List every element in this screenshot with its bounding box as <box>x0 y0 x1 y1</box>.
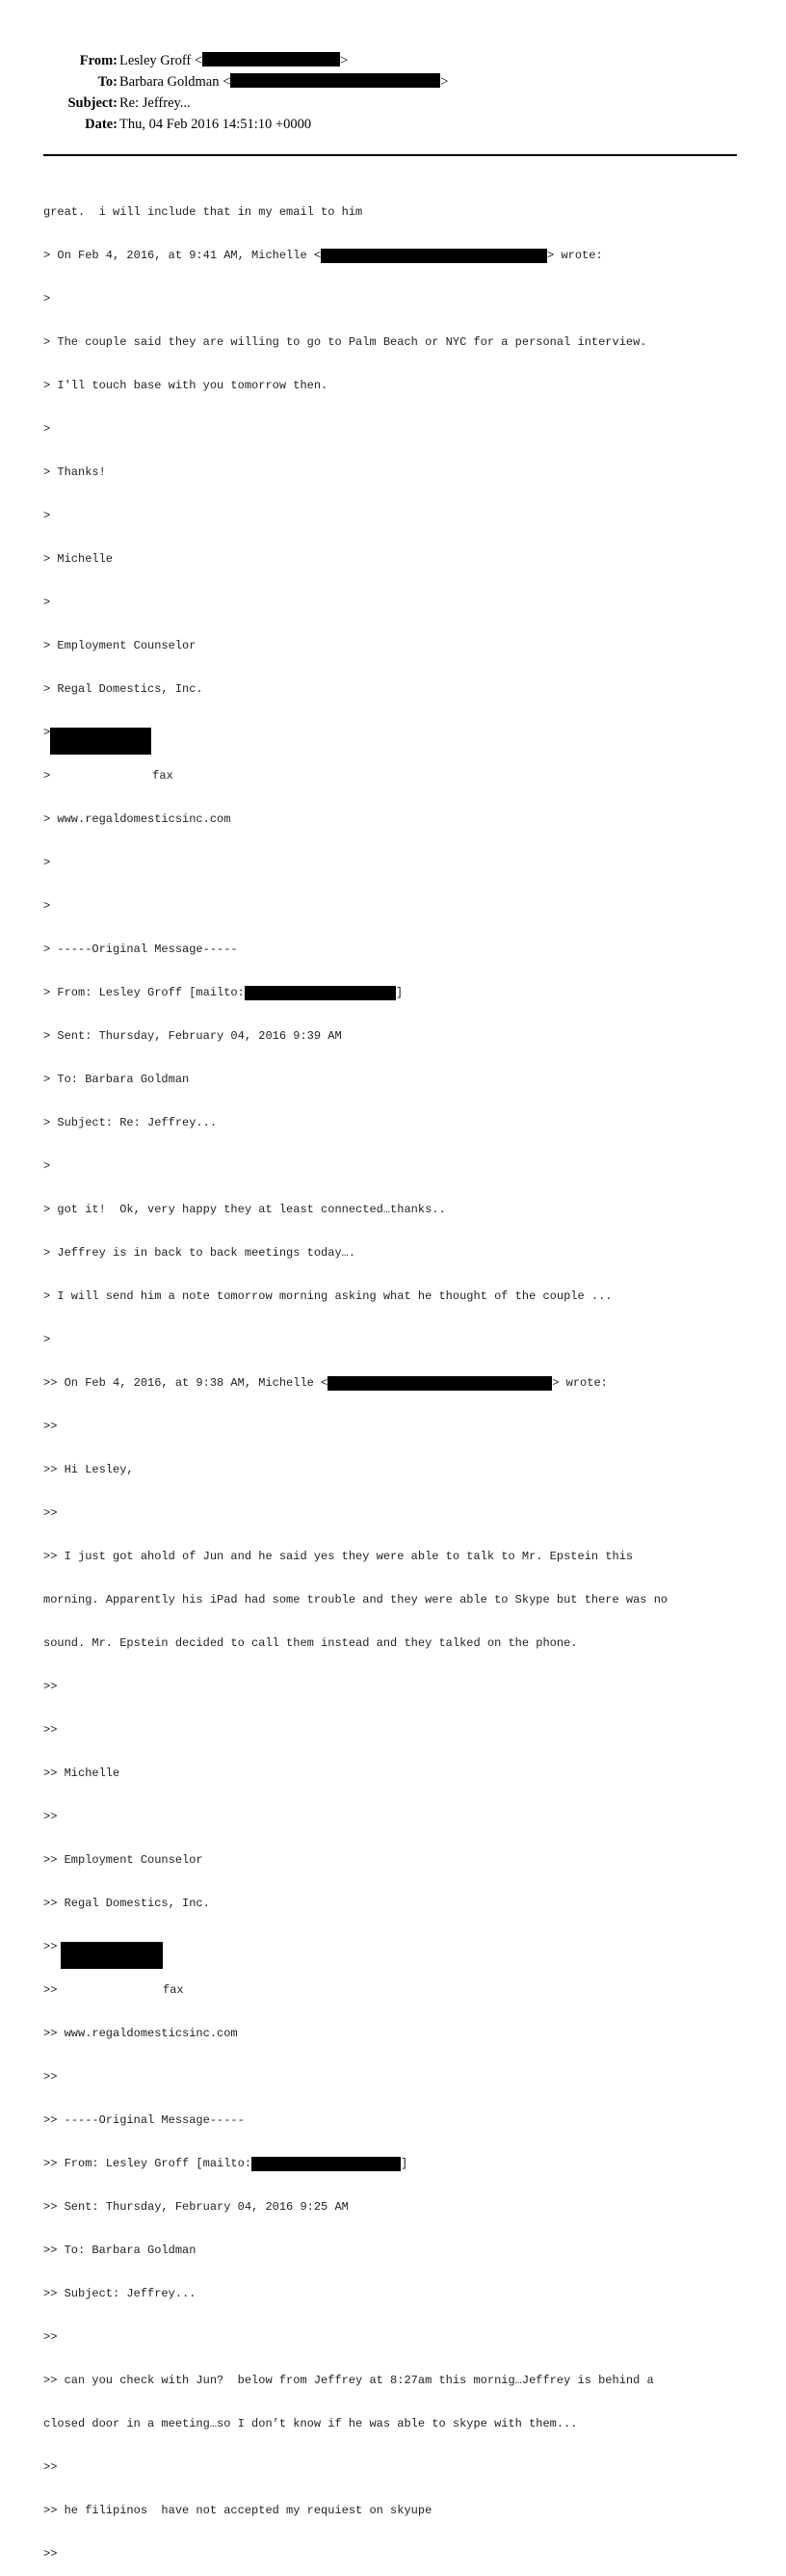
header-divider <box>43 154 737 156</box>
body-line: >> Hi Lesley, <box>43 1463 134 1476</box>
body-line: >> <box>43 1810 58 1823</box>
body-line: great. i will include that in my email to him <box>43 205 363 219</box>
body-line: > <box>43 856 51 869</box>
body-line: >> <box>43 1420 58 1433</box>
body-line: > Regal Domestics, Inc. <box>43 682 203 696</box>
email-body <box>43 176 756 2576</box>
body-line: > <box>43 596 51 609</box>
body-line: >> Michelle <box>43 1766 120 1780</box>
body-line: > Thanks! <box>43 465 106 479</box>
body-line: > I will send him a note tomorrow morning asking what he thought of the couple ... <box>43 1289 613 1303</box>
from-close: > <box>340 53 349 68</box>
body-line: >> On Feb 4, 2016, at 9:38 AM, Michelle < > wrote: <box>43 1376 608 1390</box>
body-line: > Employment Counselor <box>43 639 196 652</box>
body-line: closed door in a meeting…so I don’t know if he was able to skype with them... <box>43 2417 578 2430</box>
body-line: > From: Lesley Groff [mailto: ] <box>43 986 404 999</box>
body-line: > <box>43 899 51 913</box>
body-line: > <box>43 1159 51 1173</box>
body-line: > On Feb 4, 2016, at 9:41 AM, Michelle < > wrote: <box>43 249 603 262</box>
body-line: >> Employment Counselor <box>43 1853 203 1867</box>
redacted-email <box>230 73 440 88</box>
subject-value: Re: Jeffrey... <box>119 95 191 111</box>
body-line: > <box>43 509 51 522</box>
subject-label: Subject: <box>67 95 118 111</box>
body-line: > fax <box>43 769 173 783</box>
from-label: From: <box>79 53 118 68</box>
body-line: >> <box>43 1680 58 1693</box>
body-line: >> I just got ahold of Jun and he said yes they were able to talk to Mr. Epstein this <box>43 1550 634 1563</box>
body-line: > <box>43 1333 51 1346</box>
body-line: > I'll touch base with you tomorrow then. <box>43 379 328 392</box>
date-value: Thu, 04 Feb 2016 14:51:10 +0000 <box>119 117 312 132</box>
body-line: > <box>43 292 51 305</box>
body-line: > <box>43 422 51 436</box>
to-value: Barbara Goldman < <box>119 74 231 90</box>
redacted-email <box>321 249 547 263</box>
body-line: > The couple said they are willing to go to Palm Beach or NYC for a personal interview. <box>43 335 647 349</box>
body-line: >> www.regaldomesticsinc.com <box>43 2027 238 2040</box>
body-line: >> <box>43 2330 58 2344</box>
body-line: sound. Mr. Epstein decided to call them instead and they talked on the phone. <box>43 1636 578 1650</box>
body-line: >> To: Barbara Goldman <box>43 2244 196 2257</box>
body-line: >> <box>43 1506 58 1520</box>
body-line: > got it! Ok, very happy they at least connected…thanks.. <box>43 1203 446 1216</box>
from-value: Lesley Groff < <box>119 53 203 68</box>
body-line: >> <box>43 2070 58 2084</box>
body-line: > Sent: Thursday, February 04, 2016 9:39 AM <box>43 1029 342 1043</box>
body-line: morning. Apparently his iPad had some trouble and they were able to Skype but there was no <box>43 1593 668 1607</box>
body-line: >> he filipinos have not accepted my requiest on skyupe <box>43 2504 432 2517</box>
body-line: >> <box>43 2460 58 2474</box>
body-line: > To: Barbara Goldman <box>43 1073 190 1086</box>
redacted-phone <box>61 1942 163 1969</box>
body-line: >> <box>43 1723 58 1737</box>
body-line: >> <box>43 2547 58 2561</box>
redacted-email <box>245 986 396 1000</box>
body-line: > Jeffrey is in back to back meetings today…. <box>43 1246 356 1260</box>
body-line: > -----Original Message----- <box>43 943 238 956</box>
to-close: > <box>440 74 449 90</box>
body-line: >> Regal Domestics, Inc. <box>43 1897 210 1910</box>
redacted-email <box>328 1376 552 1391</box>
body-line: > Subject: Re: Jeffrey... <box>43 1116 218 1129</box>
body-line: > www.regaldomesticsinc.com <box>43 812 231 826</box>
to-label: To: <box>97 74 118 90</box>
redacted-email <box>251 2157 401 2171</box>
body-line: >> Sent: Thursday, February 04, 2016 9:25 AM <box>43 2200 349 2214</box>
date-label: Date: <box>85 117 118 132</box>
body-line: >> can you check with Jun? below from Jeffrey at 8:27am this mornig…Jeffrey is behind a <box>43 2374 654 2387</box>
body-line: > Michelle <box>43 552 114 566</box>
body-line: >> <box>43 1940 756 1954</box>
body-line: >> From: Lesley Groff [mailto: ] <box>43 2157 408 2170</box>
body-line: > <box>43 726 756 740</box>
body-line: >> fax <box>43 1983 184 1997</box>
redacted-email <box>202 52 340 66</box>
redacted-phone <box>50 728 151 755</box>
body-line: >> Subject: Jeffrey... <box>43 2287 196 2300</box>
body-line: >> -----Original Message----- <box>43 2113 245 2127</box>
